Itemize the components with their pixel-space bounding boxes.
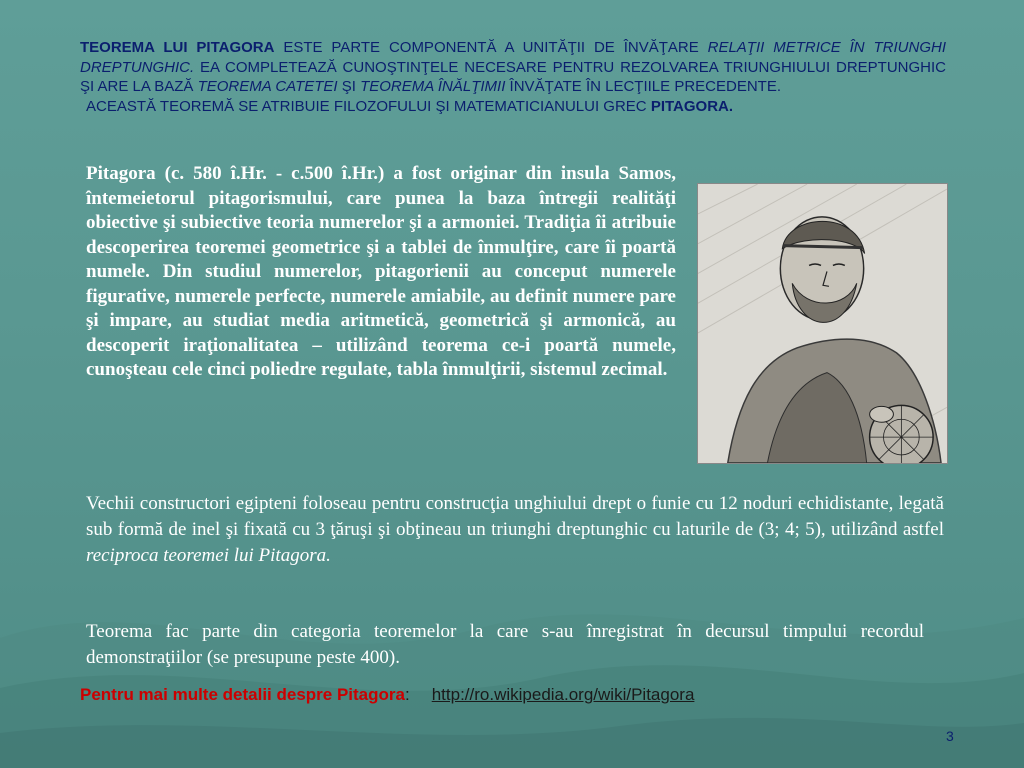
colon: : [404,685,410,704]
paragraph-italic: reciproca teoremei lui Pitagora. [86,545,331,566]
header-text: ESTE PARTE COMPONENTĂ A UNITĂŢII DE ÎNVĂŢARE [274,39,708,56]
header-title-bold: TEOREMA LUI PITAGORA [80,39,275,56]
paragraph-text: Vechii constructori egipteni foloseau pentru construcţia unghiului drept o funie cu 12 noduri echidistante, legată sub formă de inel şi fixată cu 3 ţăruşi şi obţineau un triunghi dreptunghic cu laturile de (3; 4; 5), utilizând astfel [86,493,944,540]
wikipedia-link[interactable]: http://ro.wikipedia.org/wiki/Pitagora [431,685,695,704]
header-text: ÎNVĂŢATE ÎN LECŢIILE PRECEDENTE. [505,78,782,95]
slide-header [80,38,946,116]
header-attribution [80,97,946,117]
header-italic-topic: RELAŢII METRICE ÎN TRIUNGHI DREPTUNGHIC. [80,39,946,76]
header-text: EA COMPLETEAZĂ CUNOŞTINŢELE NECESARE PENTRU REZOLVAREA TRIUNGHIULUI DREPTUNGHIC ŞI ARE LA BAZĂ [80,58,946,95]
attribution-text: ACEASTĂ TEOREMĂ SE ATRIBUIE FILOZOFULUI ŞI MATEMATICIANULUI GREC [86,97,651,115]
more-details-label: Pentru mai multe detalii despre Pitagora [80,685,405,704]
attribution-name: PITAGORA. [650,97,734,115]
pitagora-biography: Pitagora (c. 580 î.Hr. - c.500 î.Hr.) a fost originar din insula Samos, întemeietorul pitagorismului, care punea la baza întregii realităţi obiective şi subiective teoria numerelor şi a armoniei. Tradiţia îi atribuie descoperirea teoremei geometrice şi a tablei de înmulţire, care îi poartă numele. Din studiul numerelor, pitagorienii au conceput numerele figurative, numerele perfecte, numerele amiabile, au definit numere pare şi impare, au studiat media aritmetică, geometrică şi armonică, au descoperit iraţionalitatea – utilizând teorema ce-i poartă numele, cunoşteau cele cinci poliedre regulate, tabla înmulţirii, sistemul zecimal. [86,163,676,380]
more-details-line [80,684,940,706]
header-italic-theorem: TEOREMA CATETEI [197,78,338,95]
proofs-record-paragraph: Teorema fac parte din categoria teoremelor la care s-au înregistrat în decursul timpului recordul demonstraţiilor (se presupune peste 400). [86,621,924,668]
egyptian-builders-paragraph [86,491,944,569]
header-italic-theorem: TEOREMA ÎNĂLŢIMII [360,78,506,95]
pitagora-portrait [697,183,948,464]
page-number: 3 [946,728,954,744]
header-text: ŞI [337,78,361,95]
